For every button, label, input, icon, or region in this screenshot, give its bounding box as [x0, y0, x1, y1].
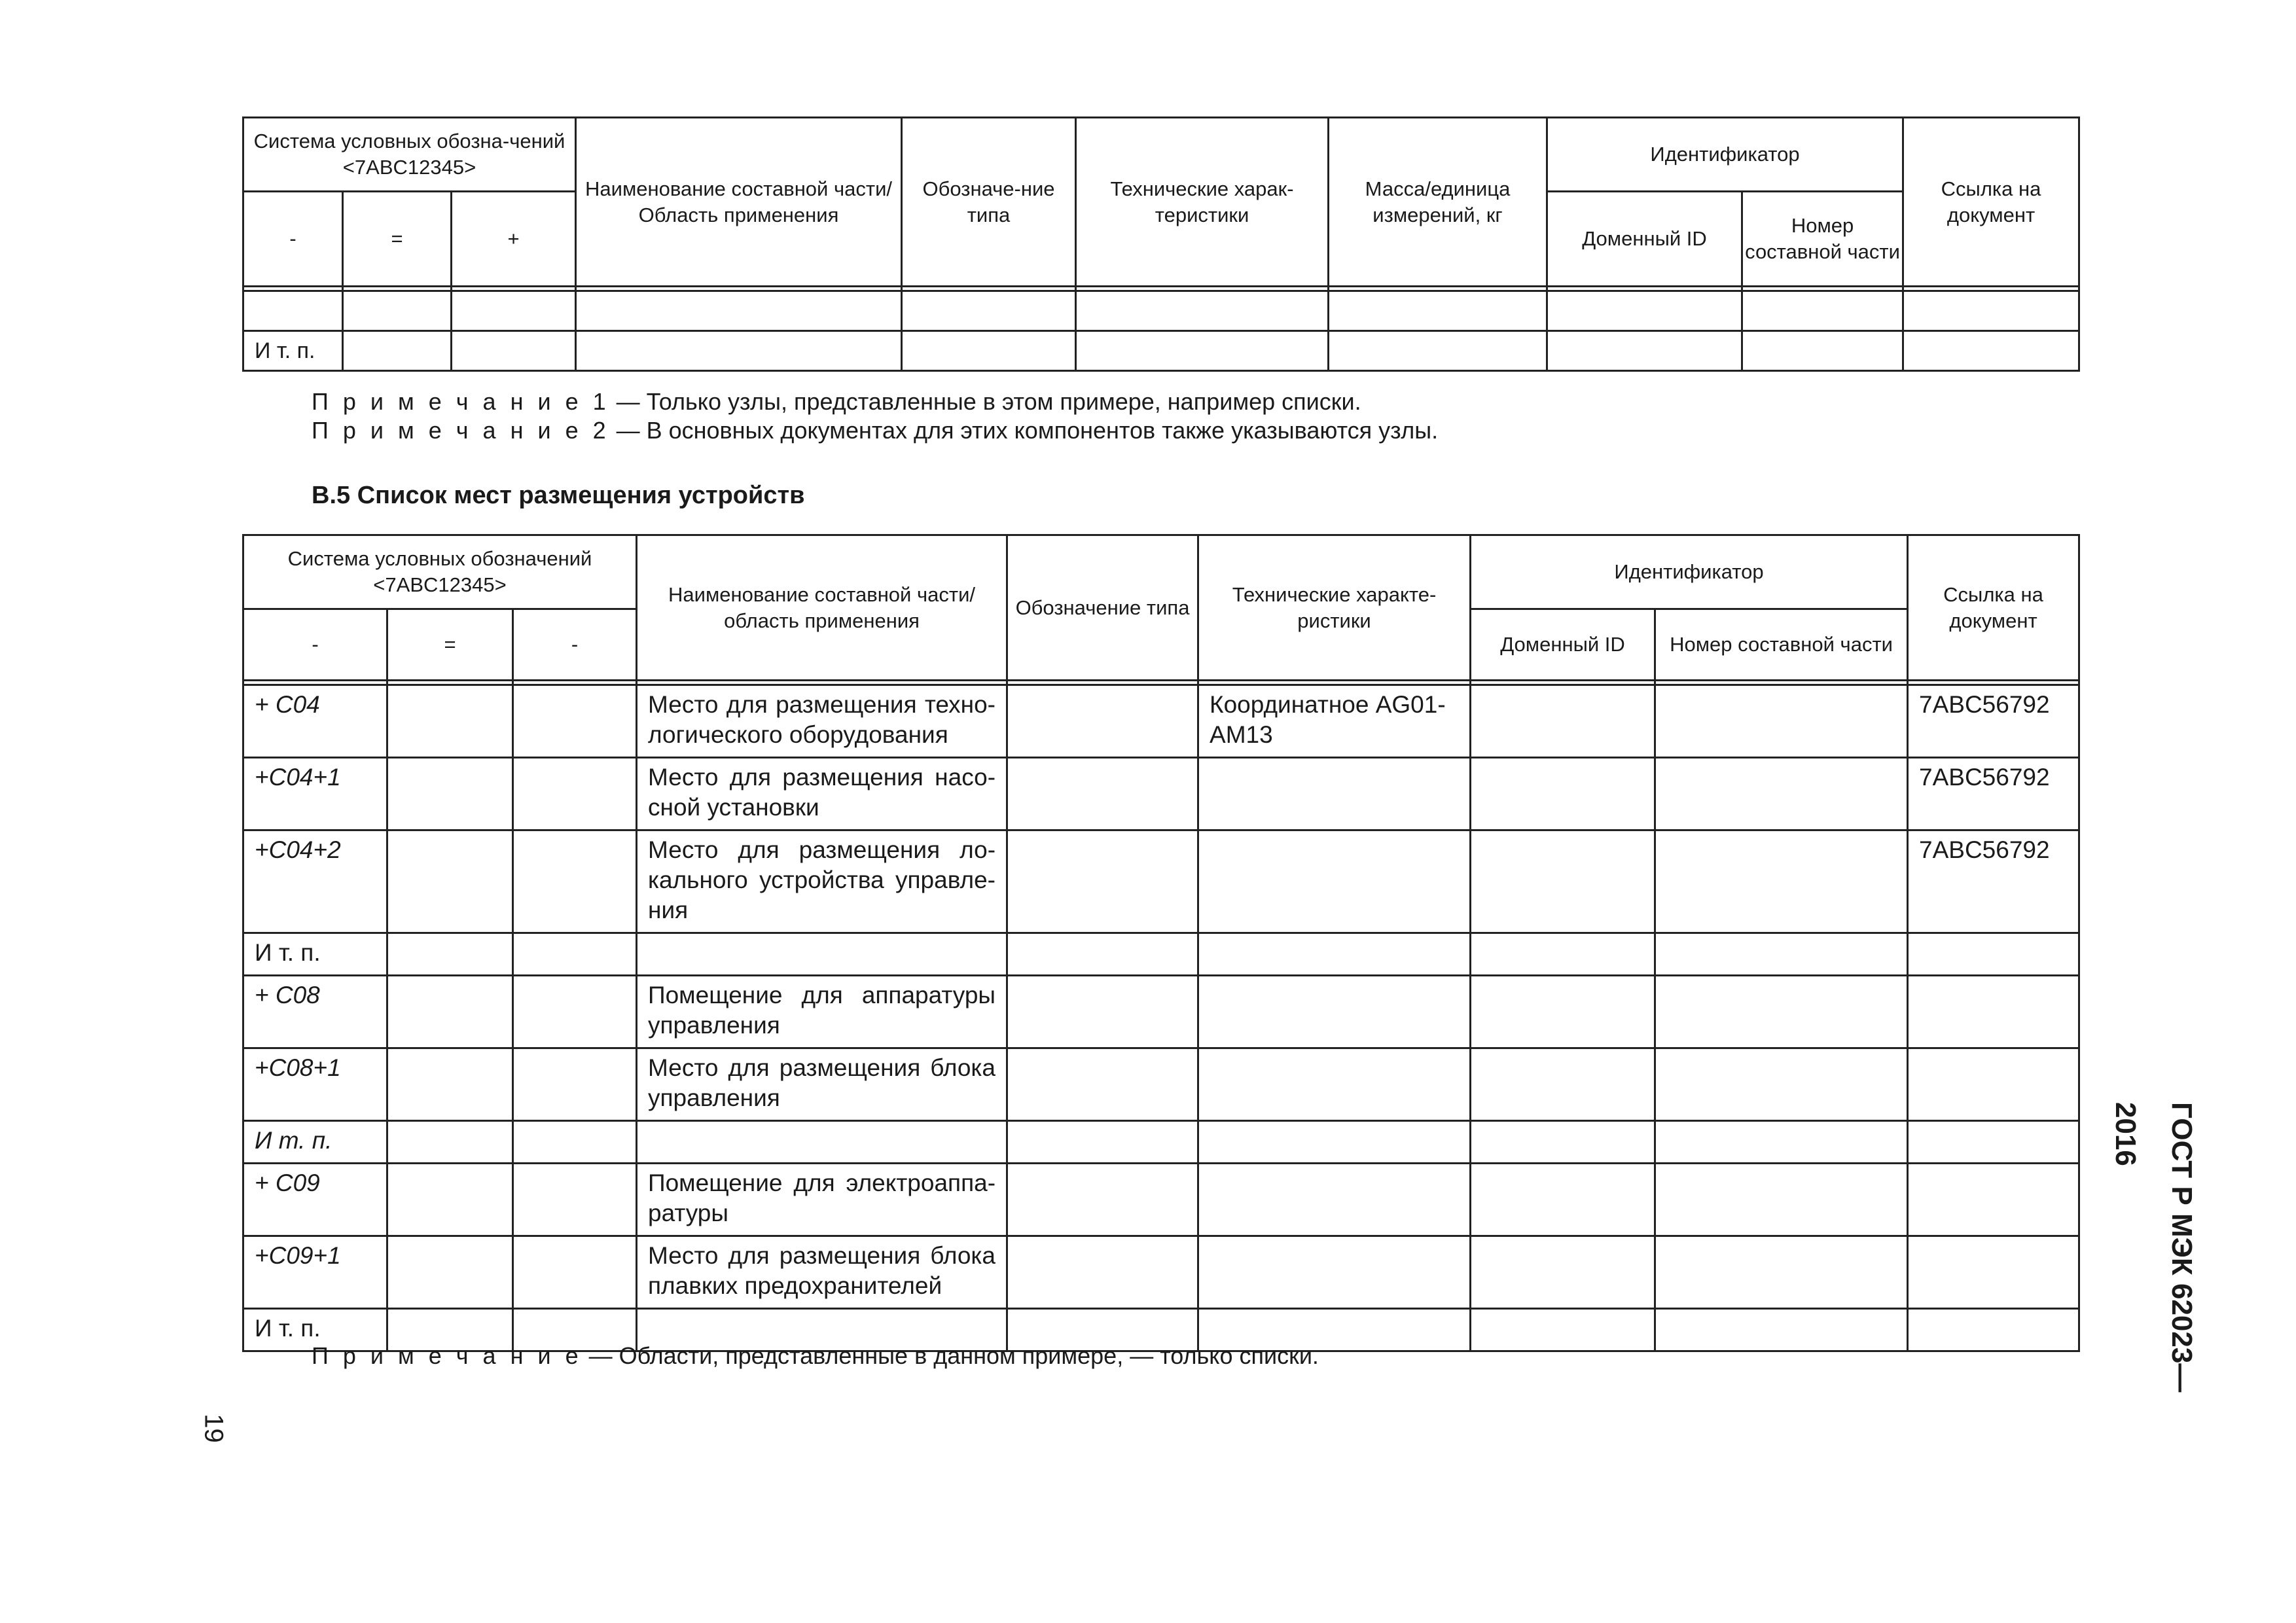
table-row [243, 331, 2079, 371]
header-eq: = [387, 609, 513, 681]
header-domain-id: Доменный ID [1547, 192, 1742, 287]
header-domain-id: Доменный ID [1471, 609, 1655, 681]
cell-ref [1908, 976, 2079, 1048]
header-dash: - [243, 192, 343, 287]
cell-tech [1198, 933, 1471, 976]
cell-name: Место для размещения блока управления [637, 1048, 1007, 1121]
header-ref: Ссылка на документ [1908, 535, 2079, 681]
cell-ref [1908, 1309, 2079, 1351]
device-locations-table [242, 534, 2080, 1352]
cell-name: Место для размещения техно-логического оборудования [637, 685, 1007, 758]
header-eq: = [343, 192, 452, 287]
cell-code: +C04+1 [243, 758, 387, 830]
header-dash-2: - [513, 609, 637, 681]
cell-tech [1198, 1236, 1471, 1309]
header-part-no: Номер составной части [1742, 192, 1903, 287]
table-row [243, 685, 2079, 758]
table-row [243, 1236, 2079, 1309]
cell-tech: Координатное AG01-AM13 [1198, 685, 1471, 758]
cell-name: Место для размещения ло-кального устройства управле-ния [637, 830, 1007, 933]
note-3: П р и м е ч а н и е — Области, представленные в данном примере, — только списки. [312, 1342, 1319, 1369]
note-1: П р и м е ч а н и е 1 — Только узлы, представленные в этом примере, например списки. [312, 388, 1361, 415]
cell-code: И т. п. [243, 1309, 387, 1351]
cell-name: Место для размещения блока плавких предохранителей [637, 1236, 1007, 1309]
row-etc-cell: И т. п. [243, 331, 343, 371]
page-number: 19 [199, 1414, 228, 1443]
table-row [243, 976, 2079, 1048]
cell-tech [1198, 1121, 1471, 1164]
header-identifier: Идентификатор [1471, 535, 1908, 609]
section-title: В.5 Список мест размещения устройств [312, 482, 805, 509]
cell-ref [1908, 1048, 2079, 1121]
cell-name: Место для размещения насо-сной установки [637, 758, 1007, 830]
header-tech: Технические харак-теристики [1076, 118, 1329, 287]
cell-ref: 7ABC56792 [1908, 758, 2079, 830]
table-body [243, 685, 2079, 1351]
cell-code: И т. п. [243, 1121, 387, 1164]
cell-tech [1198, 1164, 1471, 1236]
header-type: Обозначение типа [1007, 535, 1198, 681]
table-row [243, 1121, 2079, 1164]
cell-tech [1198, 1048, 1471, 1121]
header-type: Обозначе-ние типа [902, 118, 1076, 287]
table-row [243, 291, 2079, 331]
cell-ref [1908, 933, 2079, 976]
header-name: Наименование составной части/Область применения [576, 118, 902, 287]
table-row [243, 933, 2079, 976]
table-row [243, 758, 2079, 830]
header-separator [243, 287, 2079, 291]
cell-tech [1198, 830, 1471, 933]
cell-code: + C09 [243, 1164, 387, 1236]
header-part-no: Номер составной части [1655, 609, 1908, 681]
header-tech: Технические характе-ристики [1198, 535, 1471, 681]
table-row [243, 830, 2079, 933]
cell-name [637, 1121, 1007, 1164]
header-plus: + [452, 192, 576, 287]
cell-code: +C08+1 [243, 1048, 387, 1121]
cell-ref [1908, 1236, 2079, 1309]
cell-tech [1198, 976, 1471, 1048]
document-standard-title: ГОСТ Р МЭК 62023—2016 [2109, 1102, 2198, 1393]
cell-code: +C09+1 [243, 1236, 387, 1309]
header-system: Система условных обозначений <7ABC12345> [243, 535, 637, 609]
header-identifier: Идентификатор [1547, 118, 1903, 192]
cell-code: + C04 [243, 685, 387, 758]
cell-ref: 7ABC56792 [1908, 685, 2079, 758]
header-name: Наименование составной части/область применения [637, 535, 1007, 681]
cell-tech [1198, 758, 1471, 830]
cell-code: + C08 [243, 976, 387, 1048]
table-row [243, 1048, 2079, 1121]
note-2: П р и м е ч а н и е 2 — В основных документах для этих компонентов также указываются узлы. [312, 417, 1439, 444]
cell-code: +C04+2 [243, 830, 387, 933]
cell-name [637, 933, 1007, 976]
cell-name: Помещение для аппаратуры управления [637, 976, 1007, 1048]
cell-ref [1908, 1164, 2079, 1236]
header-dash: - [243, 609, 387, 681]
cell-ref [1908, 1121, 2079, 1164]
header-separator [243, 681, 2079, 685]
header-ref: Ссылка на документ [1903, 118, 2079, 287]
cell-code: И т. п. [243, 933, 387, 976]
cell-name: Помещение для электроаппа-ратуры [637, 1164, 1007, 1236]
header-system: Система условных обозна-чений <7ABC12345> [243, 118, 576, 192]
top-table [242, 116, 2080, 372]
cell-ref: 7ABC56792 [1908, 830, 2079, 933]
table-row [243, 1164, 2079, 1236]
header-mass: Масса/единица измерений, кг [1329, 118, 1547, 287]
